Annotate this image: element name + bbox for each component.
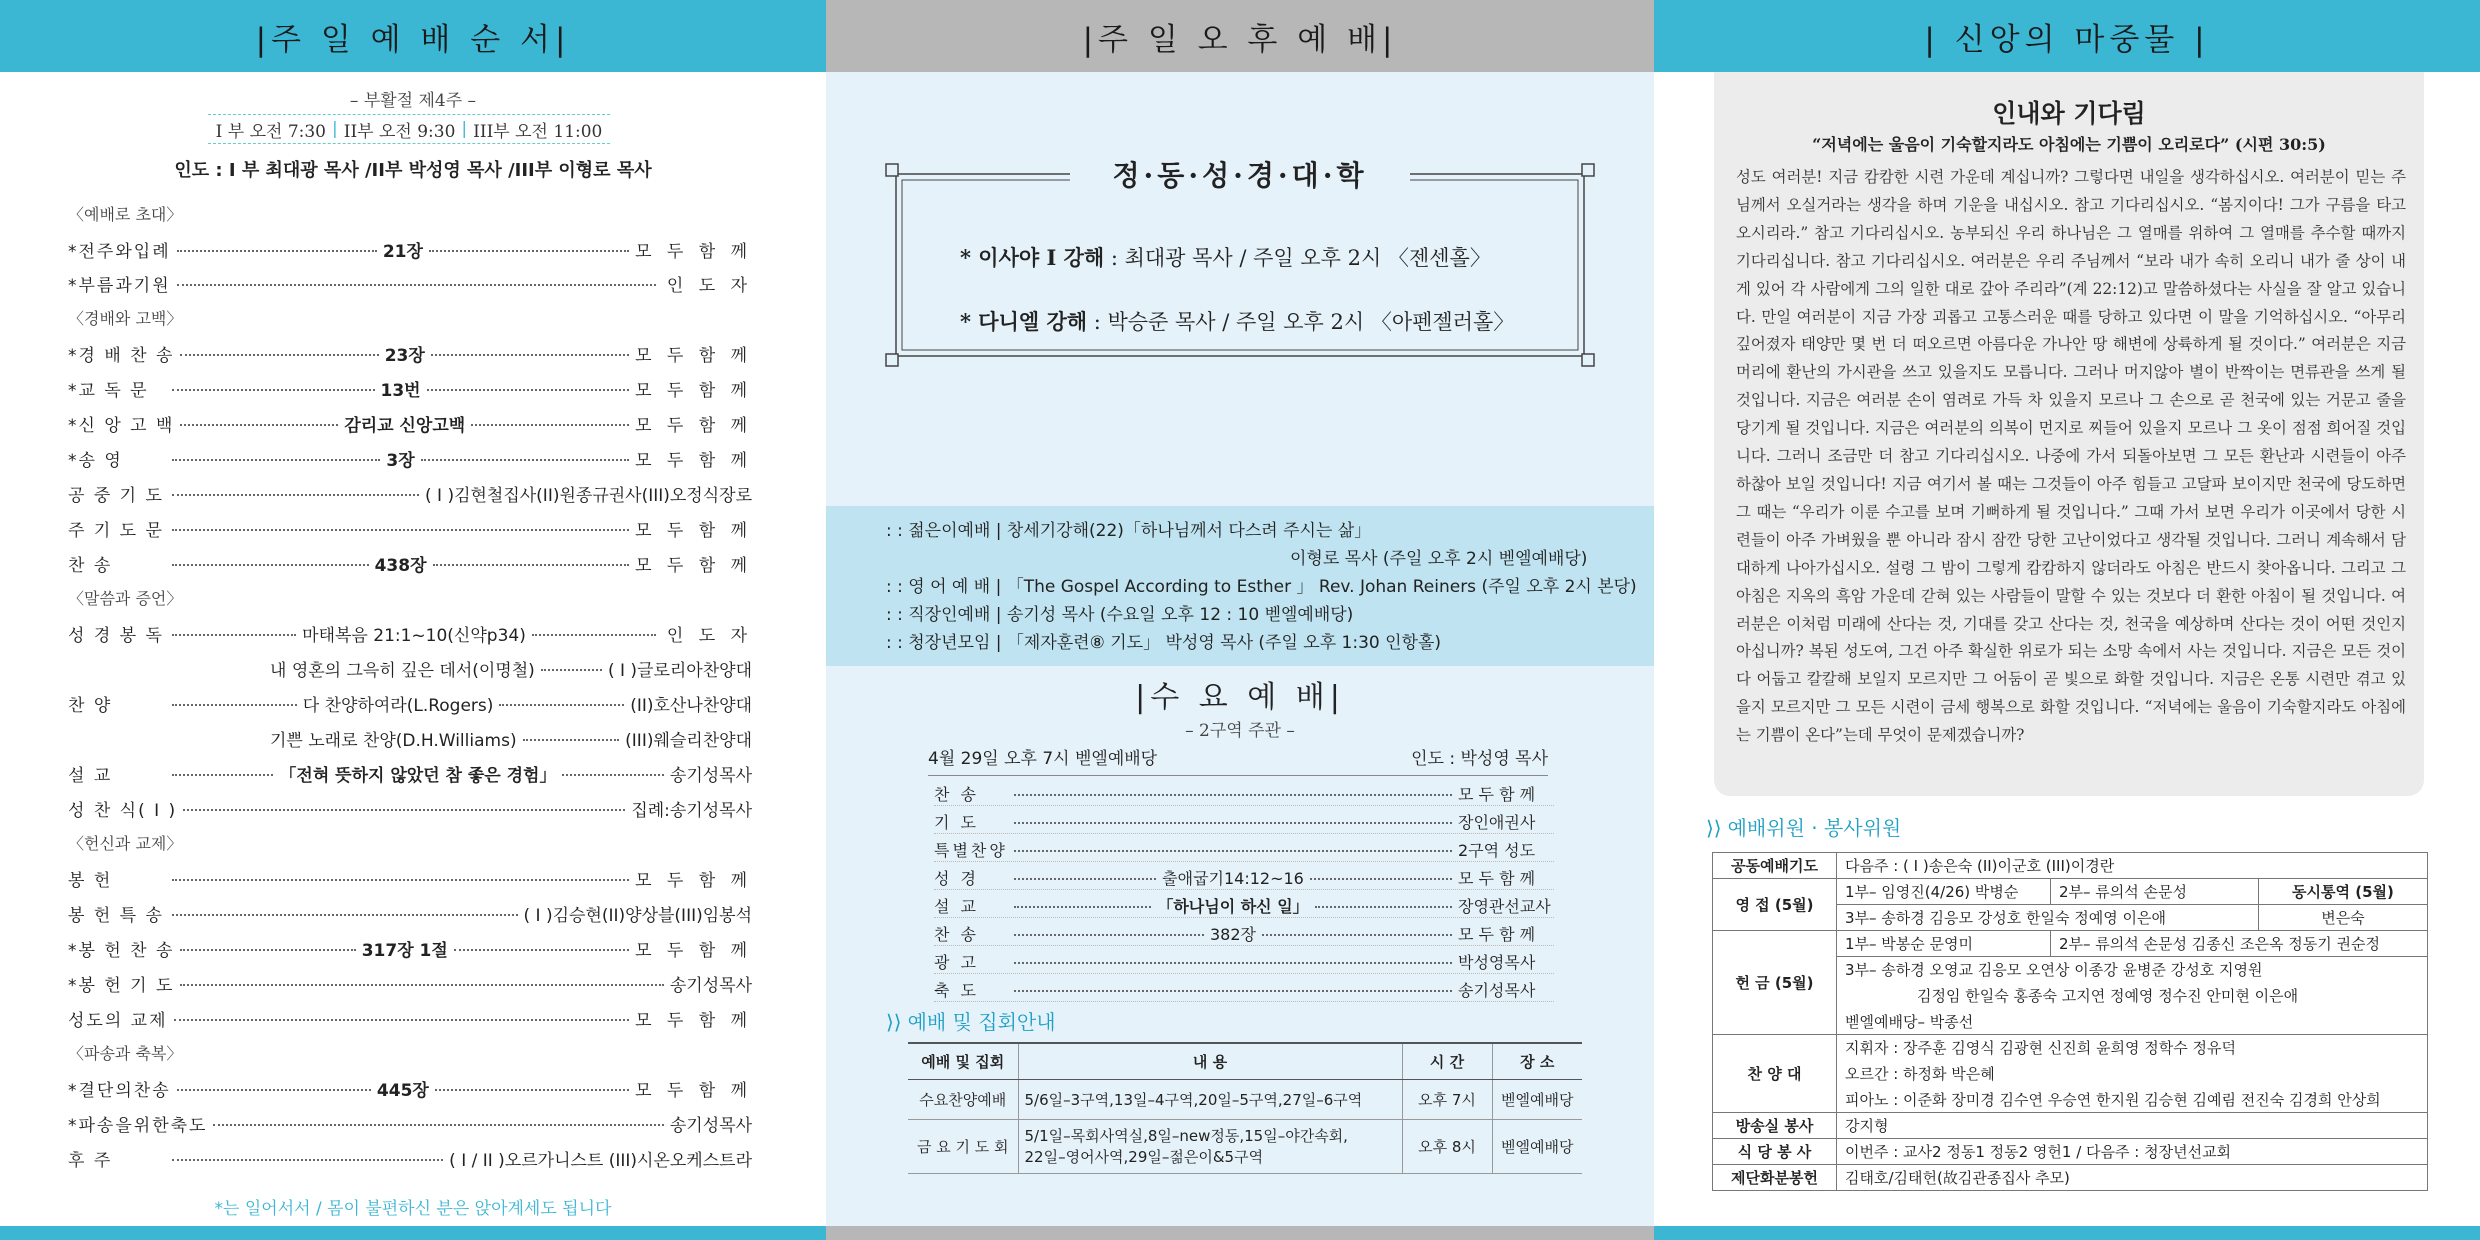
order-leader: (III)웨슬리찬양대	[625, 730, 752, 751]
table-cell: 5/6일–3구역,13일–4구역,20일–5구역,27일–6구역	[1018, 1079, 1402, 1119]
order-leader: ( I )김현철집사(II)원종규권사(III)오정식장로	[424, 485, 752, 506]
footer-bar	[0, 1226, 826, 1240]
order-label: 찬 송	[68, 555, 113, 576]
staff-names: 피아노 : 이준화 장미경 김수연 우승연 한지원 김승현 김예림 전진숙 김경희 안상희	[1837, 1087, 2428, 1113]
worship-order-header: |주 일 예 배 순 서|	[0, 0, 826, 72]
order-label: *송 영	[68, 450, 123, 471]
table-cell: 오후 7시	[1402, 1079, 1492, 1119]
order-label: *교 독 문	[68, 380, 149, 401]
devotional-column	[1654, 0, 2480, 1240]
double-chevron-icon: ⟩⟩	[886, 1010, 902, 1034]
worship-order-column	[0, 0, 826, 1240]
staff-names: 김태호/김태헌(故김관종집사 추모)	[1837, 1165, 2428, 1191]
order-detail: 317장 1절	[361, 940, 448, 961]
order-leader: 모 두 함 께	[635, 940, 753, 961]
order-row	[68, 546, 752, 580]
order-row	[68, 896, 752, 930]
staff-names: 1부– 박봉순 문영미	[1837, 931, 2051, 957]
order-detail: 마태복음 21:1~10(신약p34)	[302, 625, 526, 646]
table-cell: 5/1일–목회사역실,8일–new정동,15일–야간속회, 22일–영어사역,29일–젊은이&5구역	[1018, 1119, 1402, 1173]
wed-label: 광 고	[934, 953, 979, 972]
col-header: 시 간	[1402, 1043, 1492, 1079]
order-label: *경 배 찬 송	[68, 345, 175, 366]
staff-role: 공동예배기도	[1713, 853, 1837, 879]
order-row	[68, 966, 752, 1000]
staff-heading	[1706, 812, 1901, 841]
staff-names: 이번주 : 교사2 정동1 정동2 영헌1 / 다음주 : 청장년선교회	[1837, 1139, 2428, 1165]
order-row	[68, 1071, 752, 1105]
order-row	[68, 336, 752, 370]
order-leader: 집례:송기성목사	[631, 800, 752, 821]
order-detail: 13번	[380, 380, 421, 401]
devotional-body: 성도 여러분! 지금 캄캄한 시련 가운데 계십니까? 그렇다면 내일을 생각하십시오. 여러분이 믿는 주님께서 오실거라는 생각을 하며 기운을 내십시오. 참고 기다리십시오. “봄지이다! 그가 구름을 타고 오시리라.” 참고 기다리십시오. 농부되신 우리 하나님은 그 열매를 위하여 그 열매를 추수할 때까지 기다리십니다. 참고 기다리십시오. 여러분은 우리 주님께서 “보라 내가 속히 오리니 내가 줄 상이 내게 있어 각 사람에게 그의 일한 대로 갚아 주리라”(계 22:12)고 말씀하셨다는 사실을 잘 알고 있습니다. 만일 여러분이 지금 가장 괴롭고 고통스러운 때를 당하고 있다면 이 말을 기억하십시오. “아무리 깊어졌자 태양만 몇 번 더 떠오르면 아름다운 가나안 땅 해변에 상륙하게 될 것이다.” 여러분은 지금 머리에 환난의 가시관을 쓰고 있을지도 모릅니다. 그러나 머지않아 별이 반짝이는 면류관을 쓰게 될 것입니다. 지금은 여러분 손이 염려로 가득 차 있을지 모르나 그 손으로 곧 천국에 있는 거문고 줄을 당기게 될 것입니다. 지금은 여러분의 의복이 먼지로 찌들어 있을지 모르나 그 옷이 점점 희어질 것입니다. 그러니 조금만 더 참고 기다리십시오. 나중에 가서 되돌아보면 그 모든 환난과 시련들이 아주 하찮아 보일 것입니다! 지금 여기서 볼 때는 그것들이 아주 힘들고 고달파 보이지만 천국에 당도하면 그 때는 “우리가 이룬 수고를 보며 기뻐하게 될 것입니다.” 그때 가서 보면 우리가 이곳에서 당한 시련들이 아주 가벼웠을 뿐 아니라 잠시 잠깐 당한 고난이었다고 생각될 것입니다. 그러니 계속해서 담대하게 나아가십시오. 설령 그 밤이 그렇게 캄캄하지 않더라도 아침은 반드시 찾아옵니다. 그리고 그 아침은 지옥의 흑암 가운데 갇혀 있는 사람들이 말할 수 있는 것보다 더 환한 아침이 될 것입니다. 여러분은 이처럼 미래에 산다는 것, 기대를 갖고 산다는 것, 천국을 예상하며 산다는 것이 어떤 것인지 아십니까? 복된 성도여, 그건 아주 확실한 위로가 되는 소망 속에서 사는 것입니다. 지금은 모든 것이 다 어둡고 칼칼해 보일지 모르지만 그 어둠이 곧 빛으로 화할 것입니다. 지금은 온통 시련만 겪고 있을지 모르지만 그 모든 시련이 금세 행복으로 화할 것입니다. “저녁에는 울음이 기숙할지라도 아침에는 기쁨이 온다”는데 무엇이 문제겠습니까?	[1736, 168, 2406, 745]
order-label: 공 중 기 도	[68, 485, 164, 506]
order-row	[68, 756, 752, 790]
order-detail: 445장	[376, 1080, 429, 1101]
staff-role: 영 접 (5월)	[1713, 879, 1837, 931]
service-leaders-text: 인도 : I 부 최대광 목사 /II부 박성영 목사 /III부 이형로 목사	[174, 160, 652, 181]
staff-names: 1부– 임영진(4/26) 박병순	[1837, 879, 2051, 905]
col-header: 내 용	[1018, 1043, 1402, 1079]
table-row	[1713, 1165, 2428, 1191]
order-leader: 인 도 자	[666, 625, 752, 646]
notice-young-adults: : : 젊은이예배 | 창세기강해(22)「하나님께서 다스려 주시는 삶」	[886, 521, 1372, 541]
order-detail: 438장	[374, 555, 427, 576]
col-header: 예배 및 집회	[908, 1043, 1018, 1079]
table-cell: 금 요 기 도 회	[908, 1119, 1018, 1173]
order-row	[270, 651, 752, 685]
section-invitation: 〈예배로 초대〉	[68, 205, 183, 224]
staff-names: 변은숙	[2258, 905, 2427, 931]
footer-bar	[826, 1226, 1654, 1240]
wed-detail: 출애굽기14:12~16	[1162, 869, 1304, 888]
order-leader: ( I )글로리아찬양대	[607, 660, 752, 681]
table-row	[1713, 1113, 2428, 1139]
wednesday-meta	[928, 744, 1548, 776]
wednesday-row	[934, 922, 1554, 946]
staff-role: 헌 금 (5월)	[1713, 931, 1837, 1035]
order-leader: 모 두 함 께	[635, 555, 753, 576]
staff-role: 찬 양 대	[1713, 1035, 1837, 1113]
staff-names: 오르간 : 하정화 박은혜	[1837, 1061, 2428, 1087]
order-row	[68, 686, 752, 720]
divider: |	[461, 119, 468, 139]
order-detail: 3장	[386, 450, 415, 471]
order-row	[68, 232, 752, 266]
notice-workers-service: : : 직장인예배 | 송기성 목사 (수요일 오후 12 : 10 벧엘예배당)	[886, 605, 1354, 625]
order-row	[68, 266, 752, 300]
section-sending: 〈파송과 축복〉	[68, 1044, 183, 1063]
order-row	[68, 1001, 752, 1035]
order-leader: 모 두 함 께	[635, 450, 753, 471]
standing-footnote: *는 일어서서 / 몸이 불편하신 분은 앉아계세도 됩니다	[214, 1199, 612, 1219]
wed-leader: 2구역 성도	[1458, 841, 1536, 860]
wednesday-row	[934, 894, 1554, 918]
order-detail: 기쁜 노래로 찬양(D.H.Williams)	[270, 730, 517, 751]
staff-role: 식 당 봉 사	[1713, 1139, 1837, 1165]
order-label: *부름과기원	[68, 275, 171, 296]
footer-bar	[1654, 1226, 2480, 1240]
wednesday-row	[934, 950, 1554, 974]
order-label: *파송을위한축도	[68, 1115, 208, 1136]
wednesday-leader: 인도 : 박성영 목사	[1411, 749, 1548, 769]
lecture-name: * 이사야 I 강해	[960, 245, 1105, 270]
notice-young-adults-detail: 이형로 목사 (주일 오후 2시 벧엘예배당)	[1290, 549, 1588, 569]
order-row	[68, 861, 752, 895]
order-label: *신 앙 고 백	[68, 415, 175, 436]
afternoon-worship-header: |주 일 오 후 예 배|	[826, 0, 1654, 72]
section-dedication: 〈헌신과 교제〉	[68, 834, 183, 853]
staff-names: 지휘자 : 장주훈 김영식 김광현 신진희 윤희영 정학수 정유덕	[1837, 1035, 2428, 1061]
lecture-detail: : 박승준 목사 / 주일 오후 2시 〈아펜젤러홀〉	[1093, 310, 1515, 334]
table-row	[1713, 853, 2428, 879]
order-leader: 모 두 함 께	[635, 1080, 753, 1101]
order-label: 주 기 도 문	[68, 520, 164, 541]
service-guide-heading	[886, 1006, 1056, 1035]
wednesday-row	[934, 782, 1554, 806]
wed-label: 기 도	[934, 813, 979, 832]
section-word-testimony: 〈말씀과 증언〉	[68, 589, 183, 608]
table-cell: 벧엘예배당	[1492, 1119, 1582, 1173]
staff-names: 벧엘예배당– 박종선	[1837, 1009, 2428, 1035]
order-leader: 송기성목사	[669, 765, 753, 786]
order-label: *결단의찬송	[68, 1080, 171, 1101]
order-leader: (II)호산나찬양대	[630, 695, 753, 716]
devotional-title: 인내와 기다림	[1992, 99, 2146, 128]
staff-names: 2부– 류의석 손문성	[2050, 879, 2258, 905]
table-cell: 벧엘예배당	[1492, 1079, 1582, 1119]
order-label: 찬 양	[68, 695, 113, 716]
table-row	[1713, 879, 2428, 905]
lecture-name: * 다니엘 강해	[960, 309, 1088, 334]
order-label: *전주와입례	[68, 241, 171, 262]
service-time-3: III부 오전 11:00	[473, 121, 603, 142]
staff-names: 다음주 : ( I )송은숙 (II)이군호 (III)이경란	[1837, 853, 2428, 879]
order-label: 후 주	[68, 1150, 113, 1171]
wednesday-worship-title: |수 요 예 배|	[1135, 680, 1345, 715]
table-header-row	[908, 1043, 1582, 1079]
order-leader: 모 두 함 께	[635, 241, 752, 262]
wed-leader: 장인애권사	[1458, 813, 1536, 832]
wed-label: 찬 송	[934, 785, 979, 804]
wed-label: 축 도	[934, 981, 979, 1000]
order-leader: 모 두 함 께	[635, 870, 752, 891]
staff-names: 3부– 송하경 김응모 강성호 한일숙 정예영 이은애	[1837, 905, 2259, 931]
order-leader: 모 두 함 께	[635, 520, 752, 541]
wed-detail: 「하나님이 하신 일」	[1157, 897, 1309, 916]
wednesday-row	[934, 866, 1554, 890]
service-time-1: I 부 오전 7:30	[215, 121, 326, 142]
devotional-header: | 신앙의 마중물 |	[1654, 0, 2480, 72]
staff-names: 2부– 류의석 손문성 김종신 조은옥 정동기 권순정	[2050, 931, 2427, 957]
table-row	[908, 1079, 1582, 1119]
service-leaders	[0, 156, 826, 182]
bible-college-frame	[880, 140, 1600, 390]
staff-names: 김정임 한일숙 홍종숙 고지연 정예영 정수진 안미현 이은애	[1837, 983, 2428, 1009]
order-label: 봉 헌 특 송	[68, 905, 164, 926]
order-row	[68, 371, 752, 405]
order-label: 설 교	[68, 765, 113, 786]
staff-role: 방송실 봉사	[1713, 1113, 1837, 1139]
service-times	[208, 114, 610, 144]
staff-heading-text: 예배위원 · 봉사위원	[1727, 816, 1902, 840]
order-leader: 인 도 자	[666, 275, 752, 296]
order-label: 성 경 봉 독	[68, 625, 164, 646]
wed-label: 성 경	[934, 869, 979, 888]
order-leader: ( I )김승현(II)양상블(III)임봉석	[523, 905, 752, 926]
staff-table	[1712, 852, 2428, 1191]
order-leader: 모 두 함 께	[635, 1010, 752, 1031]
order-label: 봉 헌	[68, 870, 113, 891]
wed-label: 특별찬양	[934, 841, 1008, 860]
staff-role: 동시통역 (5월)	[2258, 879, 2427, 905]
wed-leader: 모 두 함 께	[1458, 869, 1536, 888]
order-row	[68, 1106, 752, 1140]
wednesday-date: 4월 29일 오후 7시 벧엘예배당	[928, 749, 1158, 769]
table-cell: 오후 8시	[1402, 1119, 1492, 1173]
wed-leader: 모 두 함 께	[1458, 925, 1536, 944]
notice-english-service: : : 영 어 예 배 | 「The Gospel According to Esther 」 Rev. Johan Reiners (주일 오후 2시 본당)	[886, 577, 1637, 597]
lecture-detail: : 최대광 목사 / 주일 오후 2시 〈젠센홀〉	[1110, 246, 1491, 270]
order-detail: 내 영혼의 그윽히 깊은 데서(이명철)	[270, 660, 535, 681]
order-row	[68, 476, 752, 510]
order-label: 성도의 교제	[68, 1010, 168, 1031]
season-label: – 부활절 제4주 –	[349, 91, 477, 111]
table-cell: 수요찬양예배	[908, 1079, 1018, 1119]
service-guide-table	[908, 1042, 1582, 1174]
order-label: *봉 헌 기 도	[68, 975, 175, 996]
staff-names: 3부– 송하경 오영교 김응모 오연상 이종강 윤병준 강성호 지영원	[1837, 957, 2428, 983]
order-label: *봉 헌 찬 송	[68, 940, 175, 961]
service-time-2: II부 오전 9:30	[343, 121, 456, 142]
devotional-verse: “저녁에는 울음이 기숙할지라도 아침에는 기쁨이 오리로다” (시편 30:5)	[1812, 135, 2326, 154]
order-leader: 송기성목사	[669, 975, 752, 996]
wed-detail: 382장	[1210, 925, 1256, 944]
order-leader: 모 두 함 께	[635, 415, 752, 436]
section-worship-confession: 〈경배와 고백〉	[68, 309, 183, 328]
divider: |	[332, 119, 338, 139]
wed-leader: 박성영목사	[1458, 953, 1536, 972]
staff-role: 제단화분봉헌	[1713, 1165, 1837, 1191]
order-detail: 감리교 신앙고백	[344, 415, 466, 436]
lecture-isaiah	[960, 242, 1491, 272]
order-row	[68, 406, 752, 440]
order-row	[68, 791, 752, 825]
order-detail: 21장	[382, 241, 423, 262]
wednesday-host: – 2구역 주관 –	[1185, 721, 1295, 741]
wednesday-row	[934, 838, 1554, 862]
wed-label: 찬 송	[934, 925, 979, 944]
table-row	[908, 1119, 1582, 1173]
order-row	[68, 441, 752, 475]
wednesday-row	[934, 978, 1554, 1002]
order-label: 성 찬 식( I )	[68, 800, 178, 821]
order-detail: 23장	[384, 345, 425, 366]
order-row	[68, 616, 752, 650]
order-row	[270, 721, 752, 755]
wed-leader: 송기성목사	[1458, 981, 1536, 1000]
service-guide-heading-text: 예배 및 집회안내	[907, 1010, 1056, 1034]
notice-adults-meeting: : : 청장년모임 | 「제자훈련⑧ 기도」 박성영 목사 (주일 오후 1:30 인항홀)	[886, 633, 1442, 653]
wed-leader: 장영관선교사	[1458, 897, 1551, 916]
order-row	[68, 511, 752, 545]
table-row	[1713, 1139, 2428, 1165]
order-leader: 송기성목사	[669, 1115, 752, 1136]
wed-leader: 모 두 함 께	[1458, 785, 1536, 804]
order-detail: 다 찬양하여라(L.Rogers)	[302, 695, 494, 716]
order-row	[68, 1141, 752, 1175]
order-detail: 「전혀 뜻하지 않았던 참 좋은 경험」	[279, 765, 557, 786]
double-chevron-icon: ⟩⟩	[1706, 816, 1722, 840]
order-row	[68, 931, 752, 965]
bible-college-title: 정·동·성·경·대·학	[1112, 159, 1368, 192]
wed-label: 설 교	[934, 897, 979, 916]
wednesday-row	[934, 810, 1554, 834]
order-leader: 모 두 함 께	[635, 345, 752, 366]
table-row	[1713, 1035, 2428, 1061]
other-services-notice	[826, 506, 1654, 666]
order-leader: ( I / II )오르가니스트 (III)시온오케스트라	[449, 1150, 752, 1171]
lecture-daniel	[960, 306, 1514, 336]
col-header: 장 소	[1492, 1043, 1582, 1079]
afternoon-worship-column	[826, 0, 1654, 1240]
staff-names: 강지형	[1837, 1113, 2428, 1139]
devotional-card	[1714, 72, 2424, 796]
order-leader: 모 두 함 께	[635, 380, 752, 401]
table-row	[1713, 931, 2428, 957]
